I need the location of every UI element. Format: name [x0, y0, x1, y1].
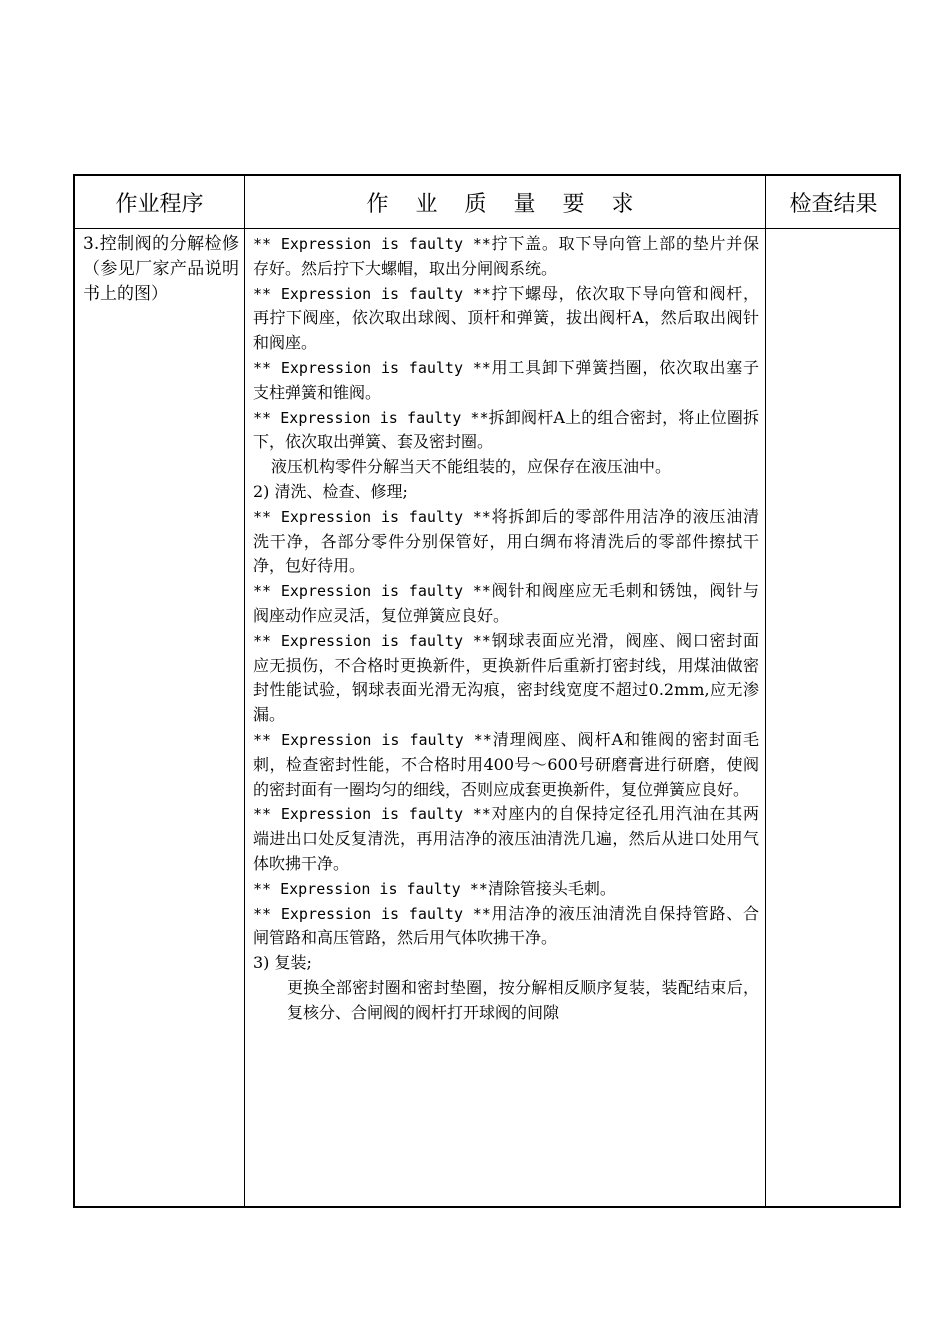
requirement-text: 阀针和阀座应无毛刺和锈蚀，阀针与阀座动作应灵活，复位弹簧应良好。: [253, 581, 759, 625]
error-prefix: ** Expression is faulty **: [253, 507, 491, 526]
procedure-cell: 3.控制阀的分解检修（参见厂家产品说明书上的图）: [83, 234, 239, 304]
requirement-line: [253, 951, 759, 976]
requirements-cell: [253, 232, 759, 1026]
requirement-line: [253, 282, 759, 356]
error-prefix: ** Expression is faulty **: [253, 879, 488, 898]
requirement-line: [253, 455, 759, 480]
requirement-line: [253, 579, 759, 629]
header-procedure: 作业程序: [115, 191, 204, 217]
requirement-line: [253, 356, 759, 406]
requirement-line: [253, 976, 759, 1026]
header-divider: [75, 228, 899, 229]
requirement-line: [253, 505, 759, 579]
requirement-text: 拆卸阀杆A上的组合密封，将止位圈拆下，依次取出弹簧、套及密封圈。: [253, 407, 759, 452]
error-prefix: ** Expression is faulty **: [253, 631, 491, 650]
error-prefix: ** Expression is faulty **: [253, 284, 491, 303]
requirement-text: 将拆卸后的零部件用洁净的液压油清洗干净，各部分零件分别保管好，用白绸布将清洗后的零部件擦拭干净，包好待用。: [253, 506, 759, 576]
requirement-text: 清理阀座、阀杆A和锥阀的密封面毛刺，检查密封性能，不合格时用400号～600号研磨膏进行研磨，使阀的密封面有一圈均匀的细线，否则应成套更换新件，复位弹簧应良好。: [253, 729, 759, 799]
error-prefix: ** Expression is faulty **: [253, 358, 491, 377]
error-prefix: ** Expression is faulty **: [253, 408, 489, 427]
requirement-line: [253, 480, 759, 505]
column-divider: [244, 176, 245, 1206]
requirement-line: [253, 902, 759, 952]
requirement-text: 对座内的自保持定径孔用汽油在其两端进出口处反复清洗，再用洁净的液压油清洗几遍，然后从进口处用气体吹拂干净。: [253, 804, 759, 873]
requirement-text: 拧下盖。取下导向管上部的垫片并保存好。然后拧下大螺帽，取出分闸阀系统。: [253, 234, 759, 278]
requirement-text: 清除管接头毛刺。: [487, 878, 616, 898]
requirement-text: 拧下螺母，依次取下导向管和阀杆，再拧下阀座，依次取出球阀、顶杆和弹簧，拔出阀杆A，然后取出阀针和阀座。: [253, 283, 759, 353]
requirement-line: [253, 232, 759, 282]
requirement-line: [253, 629, 759, 728]
error-prefix: ** Expression is faulty **: [253, 904, 491, 923]
error-prefix: ** Expression is faulty **: [253, 730, 492, 749]
requirement-text: 液压机构零件分解当天不能组装的，应保存在液压油中。: [271, 457, 672, 477]
error-prefix: ** Expression is faulty **: [253, 235, 491, 253]
requirement-line: [253, 802, 759, 876]
requirement-text: 用工具卸下弹簧挡圈，依次取出塞子支柱弹簧和锥阀。: [253, 357, 759, 402]
requirement-text: 3) 复装;: [253, 953, 312, 973]
requirement-line: [253, 406, 759, 456]
requirement-line: [253, 877, 759, 902]
error-prefix: ** Expression is faulty **: [253, 582, 491, 601]
requirement-text: 更换全部密封圈和密封垫圈，按分解相反顺序复装，装配结束后，复核分、合闸阀的阀杆打开球阀的间隙: [287, 977, 759, 1022]
work-table: [73, 174, 901, 1208]
error-prefix: ** Expression is faulty **: [253, 805, 491, 824]
header-result: 检查结果: [789, 191, 878, 217]
requirement-text: 用洁净的液压油清洗自保持管路、合闸管路和高压管路，然后用气体吹拂干净。: [253, 903, 759, 948]
requirement-text: 2) 清洗、检查、修理;: [253, 481, 408, 501]
requirement-text: 钢球表面应光滑，阀座、阀口密封面应无损伤，不合格时更换新件，更换新件后重新打密封线，用煤油做密封性能试验，钢球表面光滑无沟痕，密封线宽度不超过0.2mm,应无渗漏。: [253, 630, 759, 725]
header-requirements: 作 业 质 量 要 求: [366, 191, 644, 217]
column-divider: [765, 176, 766, 1206]
requirement-line: [253, 728, 759, 802]
